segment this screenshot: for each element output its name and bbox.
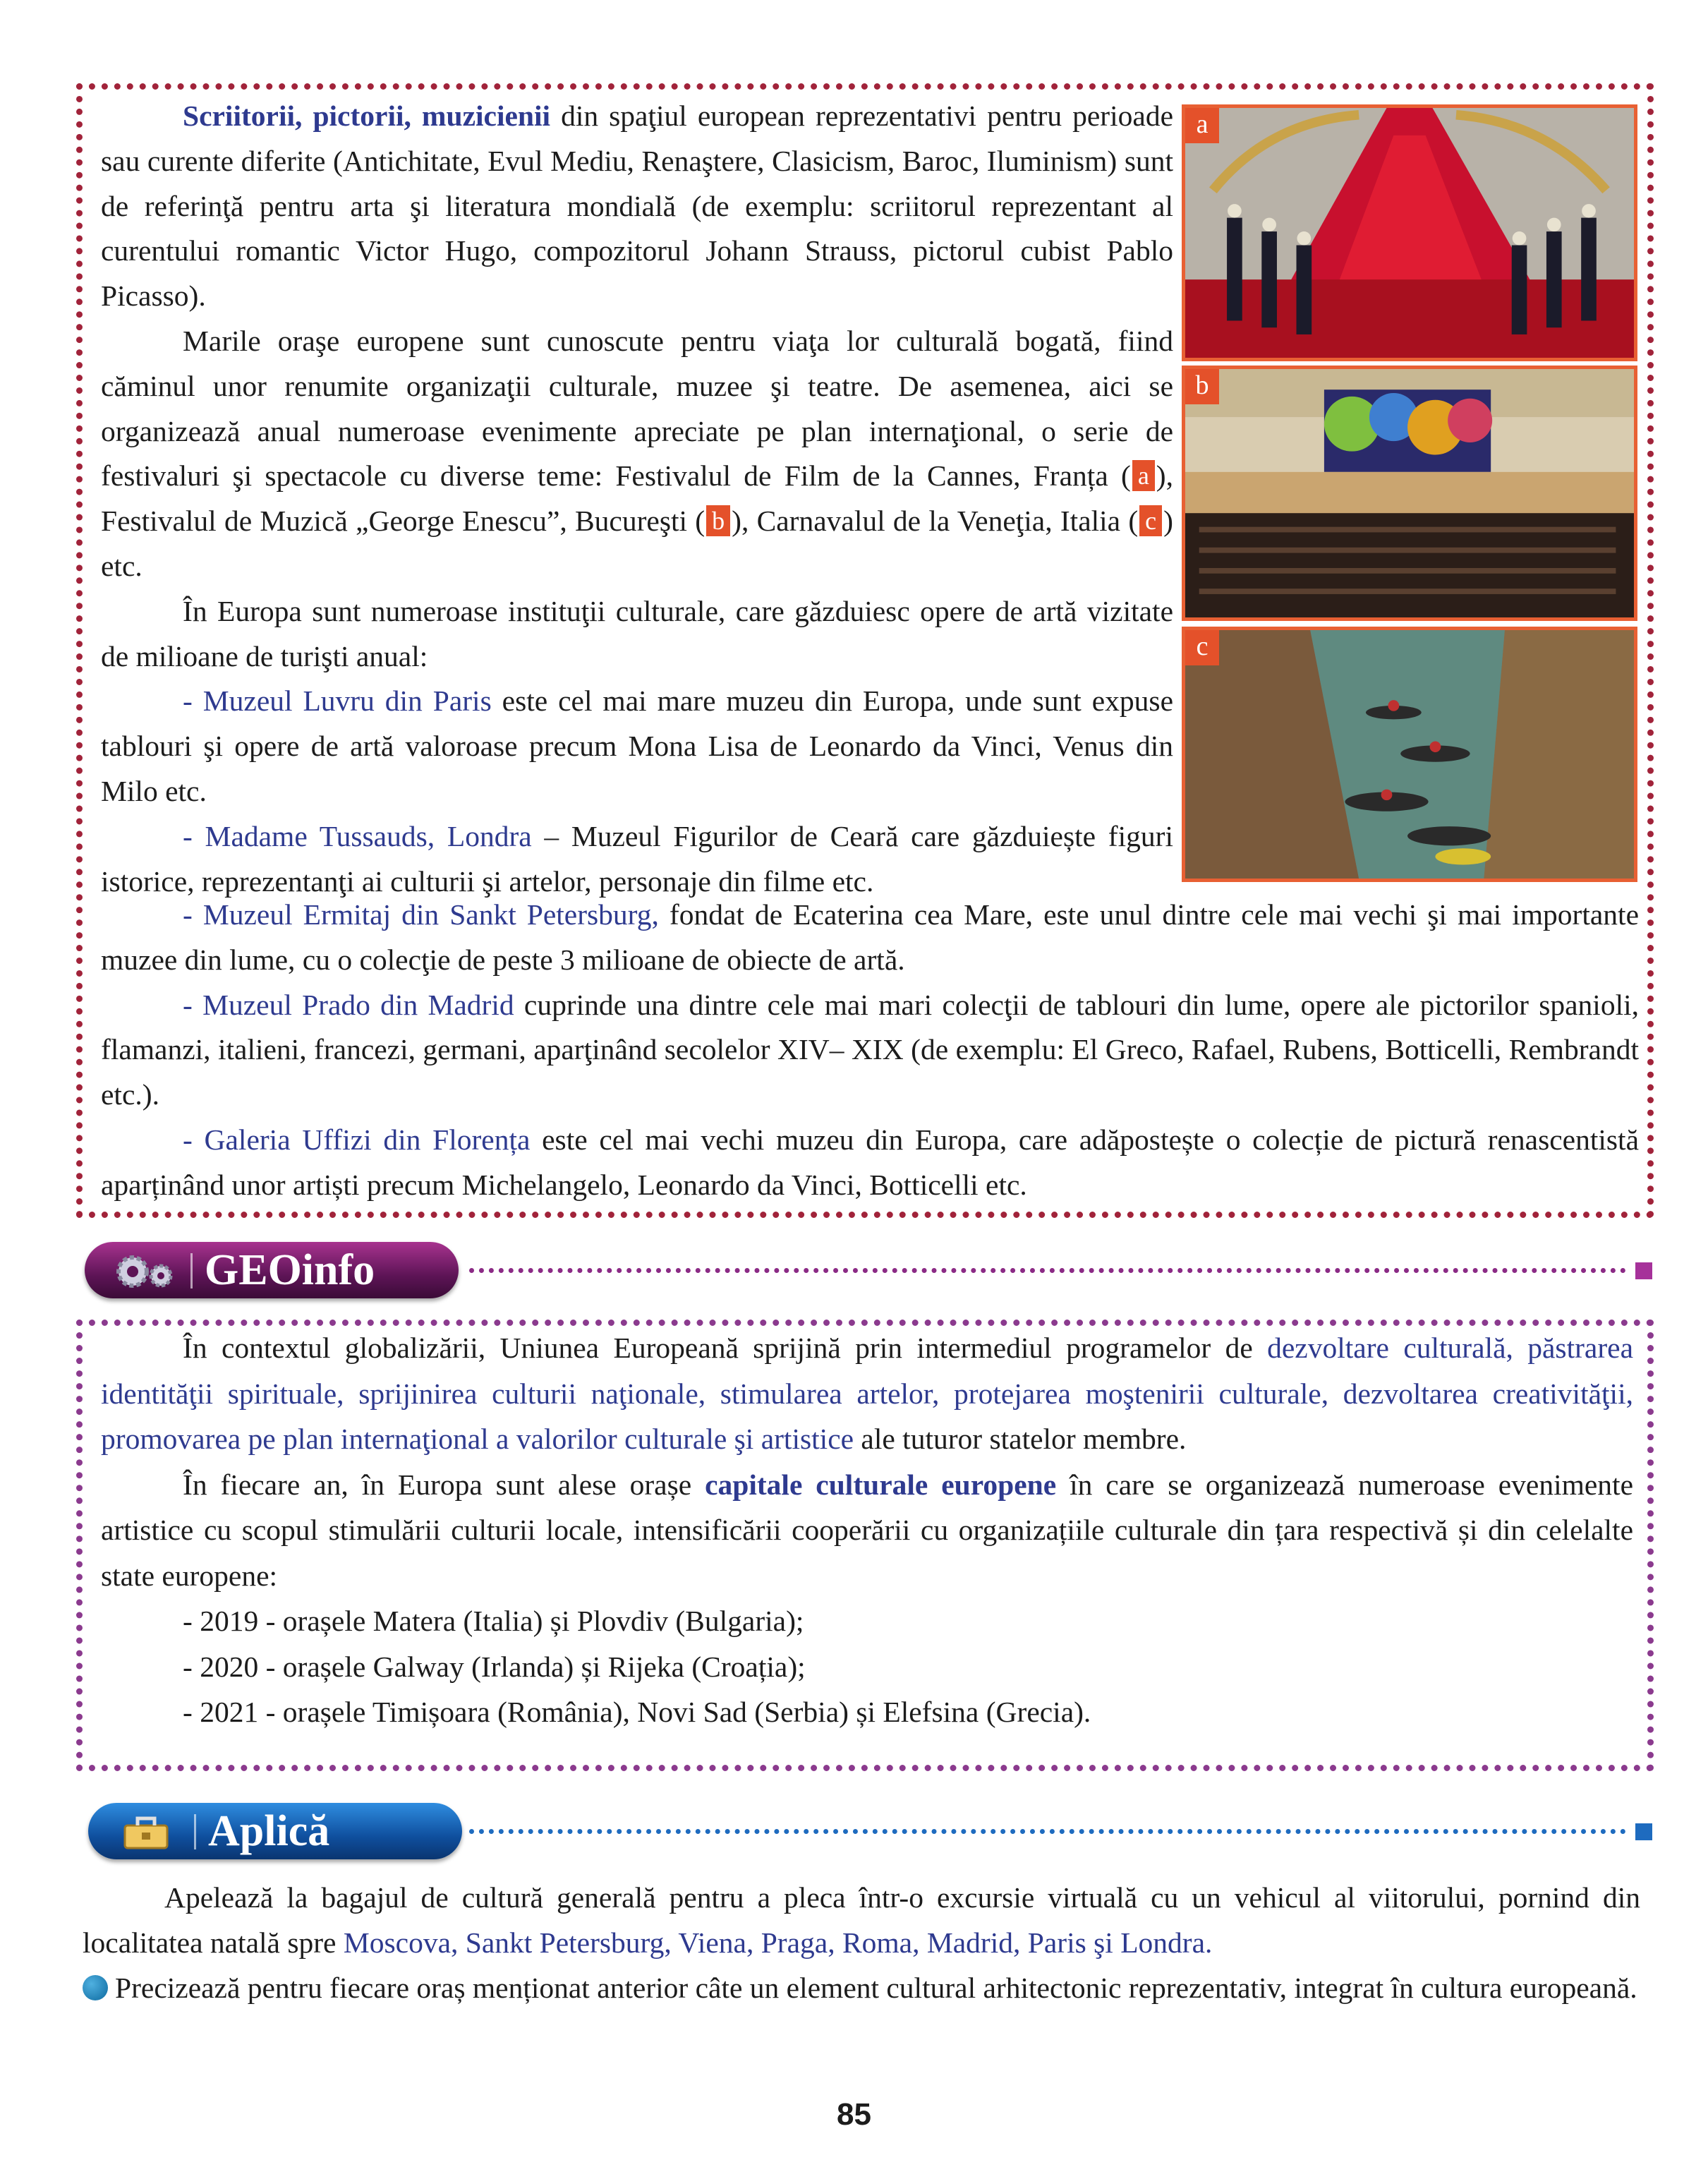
paragraph-cities: Marile oraşe europene sunt cunoscute pentru viaţa lor culturală bogată, fiind căminul unor renumite organizaţii culturale, muzee şi teatre. De asemenea, aici se organizează anual numeroase evenimente apreciate pe plan internaţional, o serie de festivaluri şi spectacole cu diverse teme: Festivalul de Film de la Cannes, Franța ( a ), Festivalul de Muzică „George Enescu”, Bucureşti ( b ), Carnavalul de la Veneţia, Italia ( c ) etc. [101, 324, 1173, 582]
culture-text-wide [101, 893, 1639, 1208]
geoinfo-square-marker [1635, 1262, 1652, 1279]
aplica-separator [194, 1814, 196, 1849]
ref-badge-c: c [1139, 505, 1162, 536]
photo-venice-carnival [1182, 627, 1637, 882]
photo-label-c: c [1185, 630, 1219, 665]
gears-icon [106, 1248, 183, 1293]
geoinfo-paragraph-capitals: În fiecare an, în Europa sunt alese orașe capitale culturale europene în care se organizează numeroase evenimente artistice cu scopul stimulării culturii locale, intensificării cooperării cu organizațiile culturale din țara respectivă și din celelalte state europene: [101, 1468, 1633, 1592]
venice-image [1185, 630, 1634, 879]
aplica-task: Precizează pentru fiecare oraș menționat anterior câte un element cultural arhitectonic reprezentativ, integrat în cultura europeană. [83, 1965, 1640, 2010]
concert-image [1185, 369, 1634, 617]
geoinfo-header [85, 1242, 459, 1298]
geoinfo-separator [190, 1253, 193, 1288]
photo-cannes-red-carpet [1182, 104, 1637, 361]
geoinfo-dotted-line [469, 1268, 1626, 1273]
museum-tussauds: - Madame Tussauds, Londra – Muzeul Figurilor de Ceară care găzduiește figuri istorice, reprezentanţi ai culturii şi artelor, personaje din filme etc. [101, 819, 1173, 898]
paragraph-artists: Scriitorii, pictorii, muzicienii din spaţiul european reprezentativi pentru perioade sau curente diferite (Antichitate, Evul Mediu, Renaştere, Clasicism, Baroc, Iluminism) sunt de referinţă pentru arta şi literatura mondială (de exemplu: scriitorul reprezentant al curentului romantic Victor Hugo, compozitorul Johann Strauss, pictorul cubist Pablo Picasso). [101, 99, 1174, 313]
geoinfo-title: GEOinfo [205, 1246, 375, 1294]
geoinfo-text [101, 1325, 1633, 1735]
photo-label-a: a [1185, 108, 1219, 143]
bullet-icon [83, 1975, 108, 2000]
capital-item-2021: - 2021 - orașele Timișoara (România), Novi Sad (Serbia) și Elefsina (Grecia). [183, 1696, 1091, 1728]
ref-badge-b: b [706, 505, 730, 536]
page-number: 85 [837, 2097, 871, 2132]
museum-uffizi: - Galeria Uffizi din Florența este cel mai vechi muzeu din Europa, care adăpostește o colecție de pictură renascentistă aparținând unor artiști precum Michelangelo, Leonardo da Vinci, Botticelli etc. [101, 1123, 1639, 1201]
geoinfo-paragraph-eu: În contextul globalizării, Uniunea Europeană sprijină prin intermediul programelor de dezvoltare culturală, păstrarea identităţii spirituale, sprijinirea culturii naţionale, stimularea artelor, protejarea moştenirii culturale, dezvoltarea creativităţii, promovarea pe plan internaţional a valorilor culturale şi artistice ale tuturor statelor membre. [101, 1332, 1633, 1455]
ref-badge-a: a [1132, 460, 1155, 491]
museum-prado: - Muzeul Prado din Madrid cuprinde una dintre cele mai mari colecţii de tablouri din lume, opere ale pictorilor spanioli, flamanzi, italieni, francezi, germani, aparţinând secolelor XIV– XIX (de exemplu: El Greco, Rafael, Rubens, Botticelli, Rembrandt etc.). [101, 988, 1640, 1111]
aplica-title: Aplică [208, 1807, 330, 1855]
capital-item-2019: - 2019 - orașele Matera (Italia) și Plovdiv (Bulgaria); [183, 1605, 804, 1637]
capital-item-2020: - 2020 - orașele Galway (Irlanda) și Rijeka (Croația); [183, 1650, 806, 1683]
aplica-paragraph-trip: Apelează la bagajul de cultură generală pentru a pleca într-o excursie virtuală cu un vehicul al viitorului, pornind din localitatea natală spre Moscova, Sankt Petersburg, Viena, Praga, Roma, Madrid, Paris şi Londra. [83, 1881, 1640, 1959]
aplica-dotted-line [469, 1829, 1626, 1834]
cannes-image [1185, 108, 1634, 358]
toolbox-icon [109, 1809, 187, 1854]
aplica-text [83, 1875, 1640, 2010]
aplica-header [88, 1803, 462, 1859]
photo-label-b: b [1185, 369, 1219, 404]
museum-hermitage: - Muzeul Ermitaj din Sankt Petersburg, fondat de Ecaterina cea Mare, este unul dintre cele mai vechi şi mai importante muzee din lume, cu o colecţie de peste 3 milioane de obiecte de artă. [101, 898, 1639, 976]
photo-enescu-concert [1182, 366, 1637, 621]
museum-louvre: - Muzeul Luvru din Paris este cel mai mare muzeu din Europa, unde sunt expuse tablouri şi opere de artă valoroase precum Mona Lisa de Leonardo da Vinci, Venus din Milo etc. [101, 684, 1174, 807]
culture-text-narrow [101, 94, 1173, 904]
artists-highlight: Scriitorii, pictorii, muzicienii [183, 99, 551, 132]
paragraph-institutions: În Europa sunt numeroase instituţii culturale, care găzduiesc opere de artă vizitate de milioane de turişti anual: [101, 594, 1173, 672]
aplica-square-marker [1635, 1823, 1652, 1840]
